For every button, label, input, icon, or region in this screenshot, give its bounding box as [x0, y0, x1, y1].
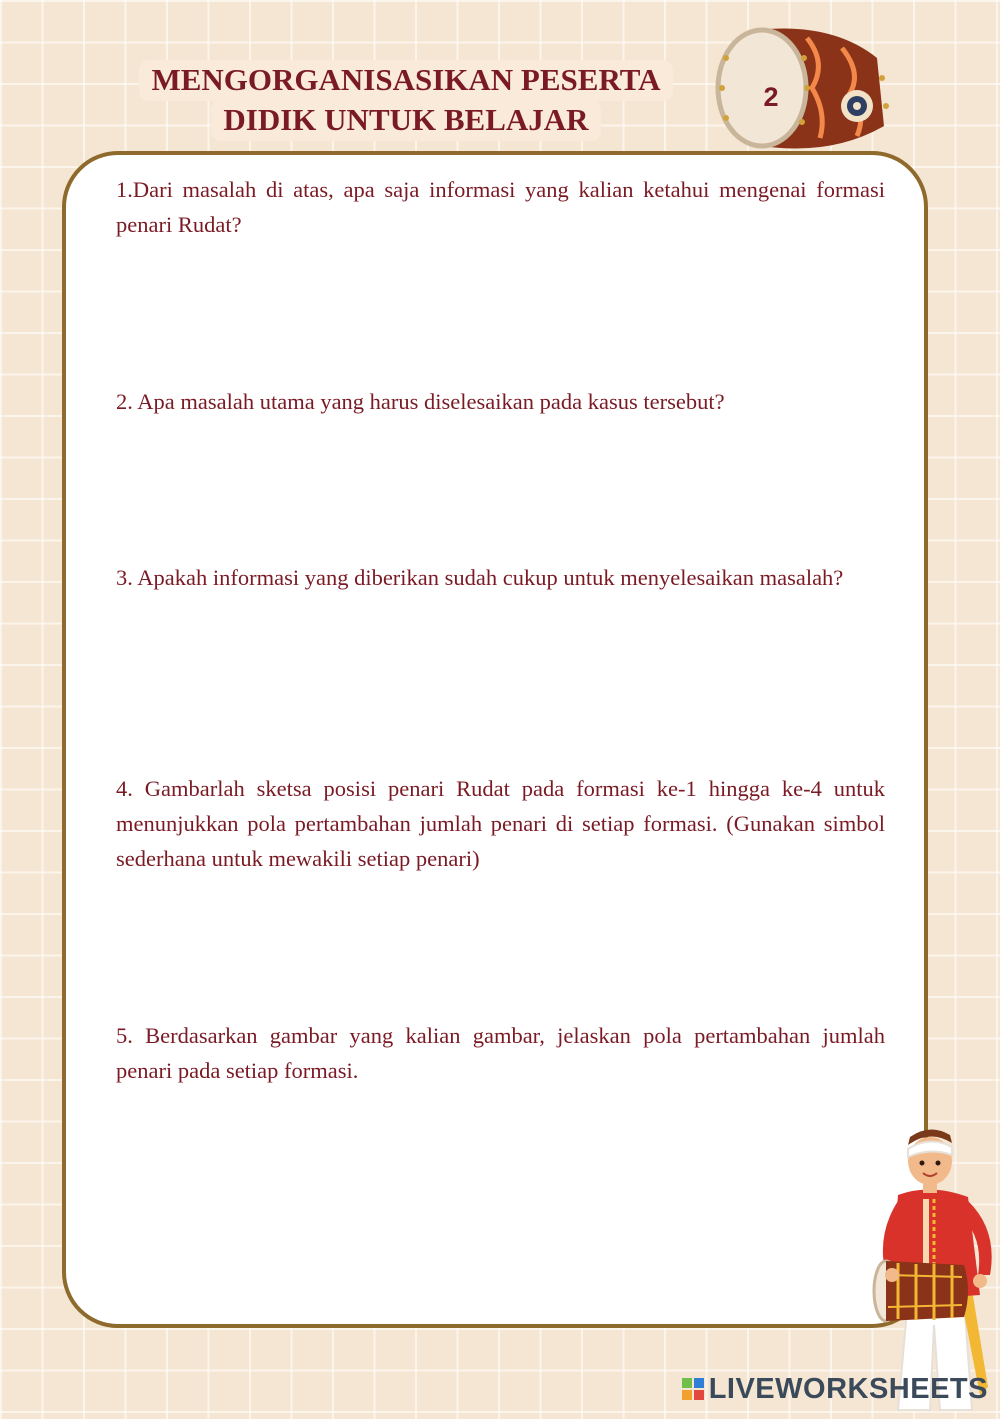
question-5: 5. Berdasarkan gambar yang kalian gambar, jelaskan pola pertambahan jumlah penari pada setiap formasi. — [116, 1023, 885, 1083]
drummer-illustration — [868, 1125, 1000, 1414]
liveworksheets-logo — [681, 1372, 988, 1406]
page-title-line-2: DIDIK UNTUK BELAJAR — [0, 102, 812, 138]
question-3: 3. Apakah informasi yang diberikan sudah cukup untuk menyelesaikan masalah? — [116, 565, 844, 590]
liveworksheets-icon — [681, 1377, 705, 1401]
question-card — [62, 151, 928, 1328]
question-4: 4. Gambarlah sketsa posisi penari Rudat pada formasi ke-1 hingga ke-4 untuk menunjukkan pola pertambahan jumlah penari di setiap formasi. (Gunakan simbol sederhana untuk mewakili setiap penari) — [116, 776, 885, 871]
question-2: 2. Apa masalah utama yang harus diselesaikan pada kasus tersebut? — [116, 389, 725, 414]
liveworksheets-wordmark: LIVEWORKSHEETS — [708, 1372, 988, 1405]
page-title-line-1: MENGORGANISASIKAN PESERTA — [0, 62, 812, 98]
drum-icon — [712, 18, 902, 158]
page-number: 2 — [763, 82, 779, 112]
question-1: 1.Dari masalah di atas, apa saja informasi yang kalian ketahui mengenai formasi penari Rudat? — [116, 177, 885, 237]
